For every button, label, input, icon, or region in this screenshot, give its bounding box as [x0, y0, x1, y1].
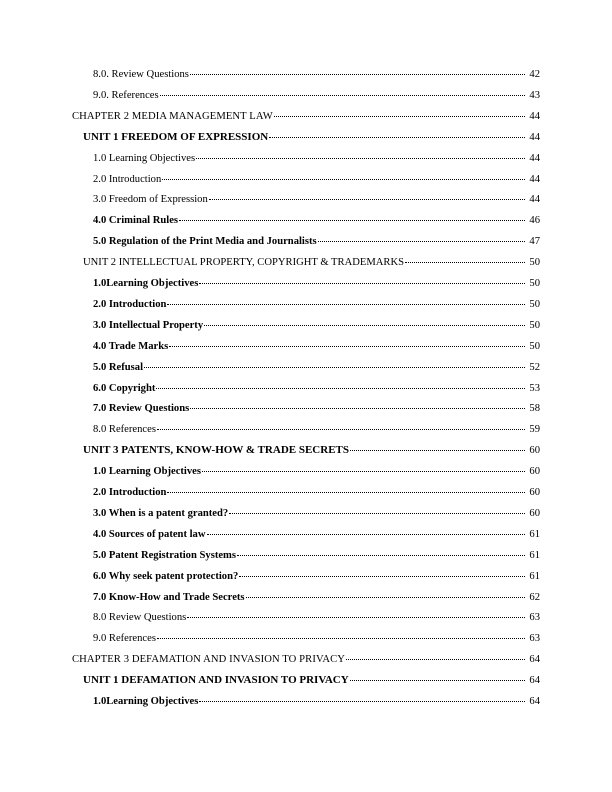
toc-entry-title: 3.0 When is a patent granted? — [93, 507, 229, 519]
toc-dot-leader — [209, 190, 525, 200]
toc-dot-leader — [346, 650, 525, 660]
toc-page-number: 50 — [529, 340, 540, 352]
toc-entry-title: UNIT 1 FREEDOM OF EXPRESSION — [83, 130, 269, 143]
toc-section-entry[interactable] — [93, 172, 540, 186]
toc-dot-leader — [350, 671, 525, 681]
toc-section-entry[interactable] — [93, 381, 540, 395]
toc-section-entry[interactable] — [93, 401, 540, 415]
toc-entry-title: 2.0 Introduction — [93, 298, 167, 310]
toc-section-entry[interactable] — [93, 318, 540, 332]
toc-page-number: 59 — [529, 424, 540, 436]
toc-unit-entry[interactable] — [83, 255, 540, 269]
toc-dot-leader — [162, 170, 525, 180]
toc-entry-title: 1.0 Learning Objectives — [93, 466, 201, 478]
toc-page-number: 44 — [529, 110, 540, 122]
toc-dot-leader — [196, 149, 525, 159]
toc-section-entry[interactable] — [93, 694, 540, 708]
toc-page-number: 64 — [529, 696, 540, 707]
toc-unit-entry[interactable] — [83, 443, 540, 457]
toc-dot-leader — [179, 211, 525, 221]
toc-chapter-entry[interactable] — [72, 109, 540, 123]
toc-page-number: 44 — [529, 173, 540, 185]
toc-entry-title: 6.0 Copyright — [93, 382, 156, 394]
toc-chapter-entry[interactable] — [72, 652, 540, 666]
toc-section-entry[interactable] — [93, 631, 540, 645]
toc-dot-leader — [157, 629, 525, 639]
toc-dot-leader — [204, 316, 525, 326]
toc-entry-title: 5.0 Patent Registration Systems — [93, 549, 236, 561]
toc-dot-leader — [199, 692, 525, 702]
toc-page-number: 44 — [529, 194, 540, 206]
toc-page-number: 64 — [529, 675, 540, 687]
toc-page-number: 58 — [529, 403, 540, 415]
toc-entry-title: 5.0 Regulation of the Print Media and Journalists — [93, 236, 317, 248]
toc-section-entry[interactable] — [93, 339, 540, 353]
toc-section-entry[interactable] — [93, 569, 540, 583]
toc-page-number: 43 — [529, 89, 540, 101]
toc-unit-entry[interactable] — [83, 673, 540, 687]
toc-dot-leader — [157, 420, 525, 430]
toc-entry-title: UNIT 1 DEFAMATION AND INVASION TO PRIVACY — [83, 674, 349, 687]
toc-section-entry[interactable] — [93, 67, 540, 81]
toc-page-number: 61 — [529, 549, 540, 561]
toc-entry-title: 8.0. Review Questions — [93, 69, 189, 80]
toc-section-entry[interactable] — [93, 234, 540, 248]
toc-entry-title: 1.0Learning Objectives — [93, 278, 199, 289]
toc-entry-title: 1.0Learning Objectives — [93, 696, 199, 707]
toc-dot-leader — [167, 295, 525, 305]
toc-page-number: 63 — [529, 633, 540, 645]
toc-entry-title: 9.0. References — [93, 89, 159, 101]
toc-dot-leader — [190, 399, 525, 409]
toc-section-entry[interactable] — [93, 548, 540, 562]
toc-dot-leader — [274, 107, 525, 117]
toc-unit-entry[interactable] — [83, 130, 540, 144]
toc-entry-title: 7.0 Know-How and Trade Secrets — [93, 591, 245, 603]
toc-page-number: 63 — [529, 612, 540, 624]
toc-page-number: 46 — [529, 215, 540, 227]
toc-dot-leader — [246, 588, 525, 598]
toc-section-entry[interactable] — [93, 276, 540, 290]
toc-dot-leader — [187, 608, 525, 618]
toc-entry-title: 4.0 Trade Marks — [93, 340, 169, 352]
toc-entry-title: 2.0 Introduction — [93, 173, 162, 185]
toc-section-entry[interactable] — [93, 297, 540, 311]
toc-dot-leader — [190, 65, 525, 75]
toc-page-number: 60 — [529, 466, 540, 478]
toc-entry-title: CHAPTER 3 DEFAMATION AND INVASION TO PRIVACY — [72, 654, 346, 666]
toc-dot-leader — [207, 525, 525, 535]
toc-entry-title: 1.0 Learning Objectives — [93, 152, 196, 164]
toc-page-number: 64 — [529, 654, 540, 666]
toc-entry-title: 2.0 Introduction — [93, 487, 167, 498]
toc-page-number: 60 — [529, 487, 540, 498]
toc-section-entry[interactable] — [93, 527, 540, 541]
toc-page-number: 50 — [529, 257, 540, 269]
toc-entry-title: UNIT 3 PATENTS, KNOW-HOW & TRADE SECRETS — [83, 444, 349, 457]
toc-dot-leader — [169, 337, 525, 347]
toc-page-number: 50 — [529, 319, 540, 331]
toc-dot-leader — [237, 546, 525, 556]
toc-dot-leader — [167, 483, 525, 493]
toc-section-entry[interactable] — [93, 213, 540, 227]
toc-section-entry[interactable] — [93, 464, 540, 478]
toc-page-number: 60 — [529, 507, 540, 519]
toc-dot-leader — [144, 358, 525, 368]
toc-page-number: 53 — [529, 382, 540, 394]
toc-page-number: 47 — [529, 236, 540, 248]
toc-section-entry[interactable] — [93, 422, 540, 436]
toc-entry-title: 8.0 Review Questions — [93, 612, 187, 624]
toc-entry-title: 3.0 Freedom of Expression — [93, 194, 208, 206]
toc-entry-title: 5.0 Refusal — [93, 361, 144, 373]
toc-page-number: 52 — [529, 361, 540, 373]
toc-dot-leader — [199, 274, 525, 284]
toc-dot-leader — [160, 86, 525, 96]
toc-dot-leader — [318, 232, 525, 242]
toc-dot-leader — [229, 504, 525, 514]
toc-page-number: 50 — [529, 278, 540, 289]
toc-section-entry[interactable] — [93, 610, 540, 624]
toc-section-entry[interactable] — [93, 88, 540, 102]
toc-entry-title: 7.0 Review Questions — [93, 403, 190, 415]
toc-section-entry[interactable] — [93, 192, 540, 206]
toc-section-entry[interactable] — [93, 151, 540, 165]
toc-page-number: 44 — [529, 152, 540, 164]
toc-page-number: 44 — [529, 131, 540, 143]
toc-page-number: 61 — [529, 570, 540, 582]
toc-page-number: 62 — [529, 591, 540, 603]
toc-entry-title: 8.0 References — [93, 424, 156, 436]
toc-entry-title: 3.0 Intellectual Property — [93, 319, 204, 331]
toc-section-entry[interactable] — [93, 485, 540, 499]
toc-entry-title: UNIT 2 INTELLECTUAL PROPERTY, COPYRIGHT & TRADEMARKS — [83, 257, 405, 269]
toc-dot-leader — [269, 128, 525, 138]
toc-page-number: 60 — [529, 445, 540, 457]
toc-section-entry[interactable] — [93, 360, 540, 374]
toc-page-number: 61 — [529, 528, 540, 540]
toc-entry-title: 4.0 Criminal Rules — [93, 215, 179, 227]
toc-dot-leader — [350, 441, 525, 451]
toc-dot-leader — [156, 379, 525, 389]
toc-entry-title: 9.0 References — [93, 633, 156, 645]
toc-section-entry[interactable] — [93, 590, 540, 604]
toc-dot-leader — [239, 567, 525, 577]
toc-page-number: 42 — [529, 69, 540, 80]
toc-entry-title: CHAPTER 2 MEDIA MANAGEMENT LAW — [72, 110, 273, 122]
toc-dot-leader — [405, 253, 525, 263]
toc-section-entry[interactable] — [93, 506, 540, 520]
toc-entry-title: 6.0 Why seek patent protection? — [93, 570, 239, 582]
toc-page-number: 50 — [529, 298, 540, 310]
toc-dot-leader — [202, 462, 525, 472]
toc-entry-title: 4.0 Sources of patent law — [93, 528, 206, 540]
